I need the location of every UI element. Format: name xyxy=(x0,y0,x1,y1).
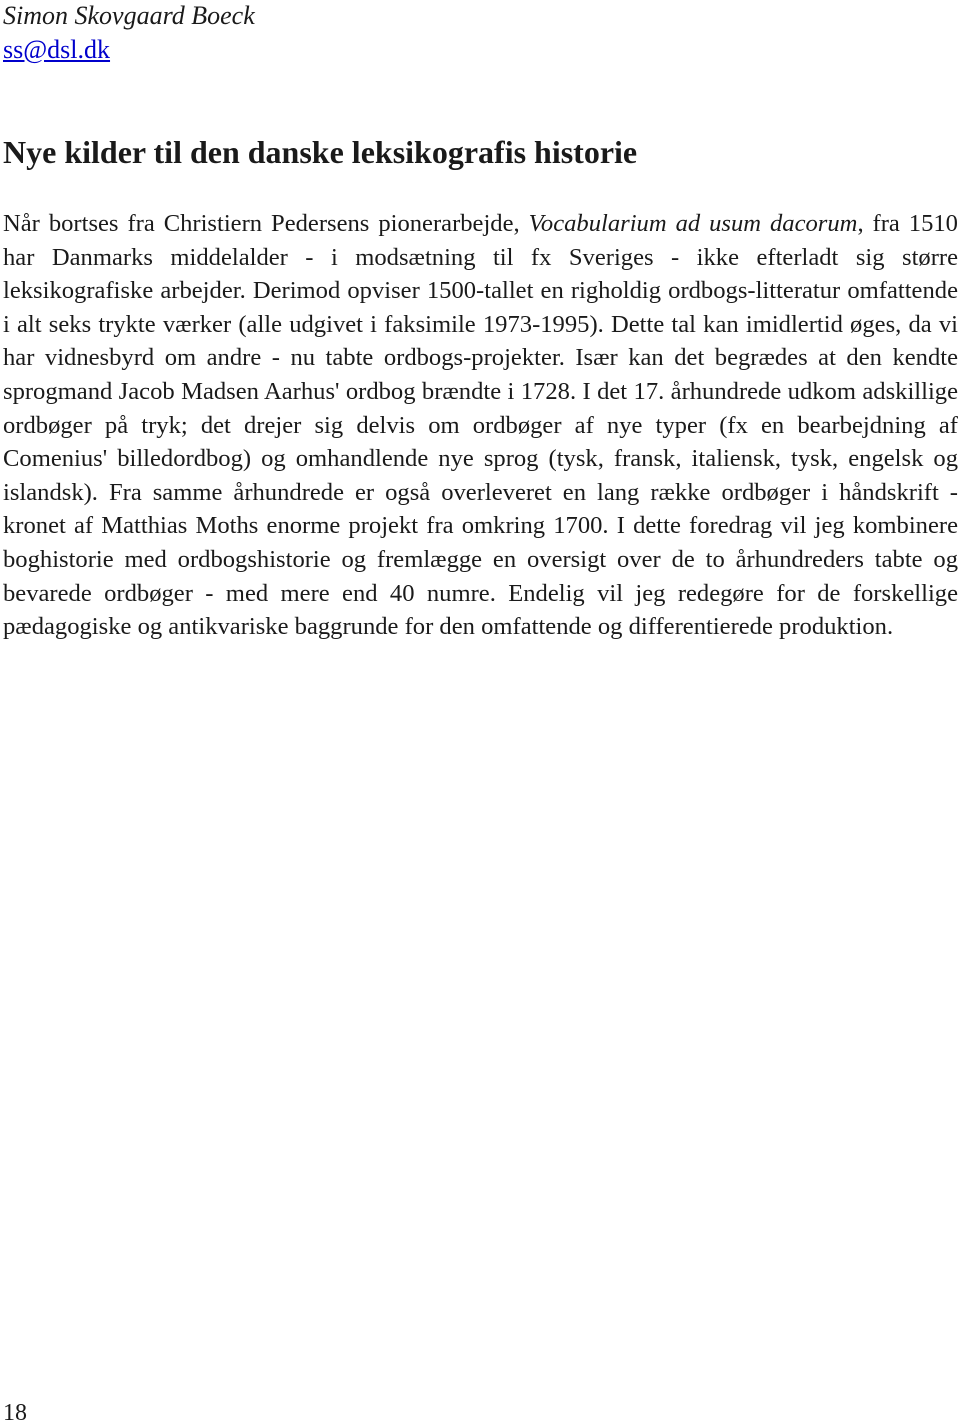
abstract-text-rest: , fra 1510 har Danmarks middelalder - i modsætning til fx Sveriges - ikke efterladt sig større leksikografiske arbejder. Derimod opviser 1500-tallet en righoldig ordbogs-litteratur omfattende i alt seks trykte værker (alle udgivet i faksimile 1973-1995). Dette tal kan imidlertid øges, da vi har vidnesbyrd om andre - nu tabte ordbogs-projekter. Især kan det begrædes at den kendte sprogmand Jacob Madsen Aarhus' ordbog brændte i 1728. I det 17. århundrede udkom adskillige ordbøger på tryk; det drejer sig delvis om ordbøger af nye typer (fx en bearbejdning af Comenius' billedordbog) og omhandlende nye sprog (tysk, fransk, italiensk, tysk, engelsk og islandsk). Fra samme århundrede er også overleveret en lang række ordbøger i håndskrift - kronet af Matthias Moths enorme projekt fra omkring 1700. I dette foredrag vil jeg kombinere boghistorie med ordbogshistorie og fremlægge en oversigt over de to århundreders tabte og bevarede ordbøger - med mere end 40 numre. Endelig vil jeg redegøre for de forskellige pædagogiske og antikvariske baggrunde for den omfattende og differentierede produktion. xyxy=(3,210,958,641)
abstract-text-start: Når bortses fra Christiern Pedersens pionerarbejde, xyxy=(3,210,529,237)
abstract-paragraph xyxy=(3,207,958,644)
abstract-book-title: Vocabularium ad usum dacorum xyxy=(528,210,858,237)
author-name: Simon Skovgaard Boeck xyxy=(3,1,255,30)
author-email-link[interactable]: ss@dsl.dk xyxy=(3,35,111,64)
article-title: Nye kilder til den danske leksikografis historie xyxy=(3,134,638,170)
page-number: 18 xyxy=(3,1400,27,1426)
